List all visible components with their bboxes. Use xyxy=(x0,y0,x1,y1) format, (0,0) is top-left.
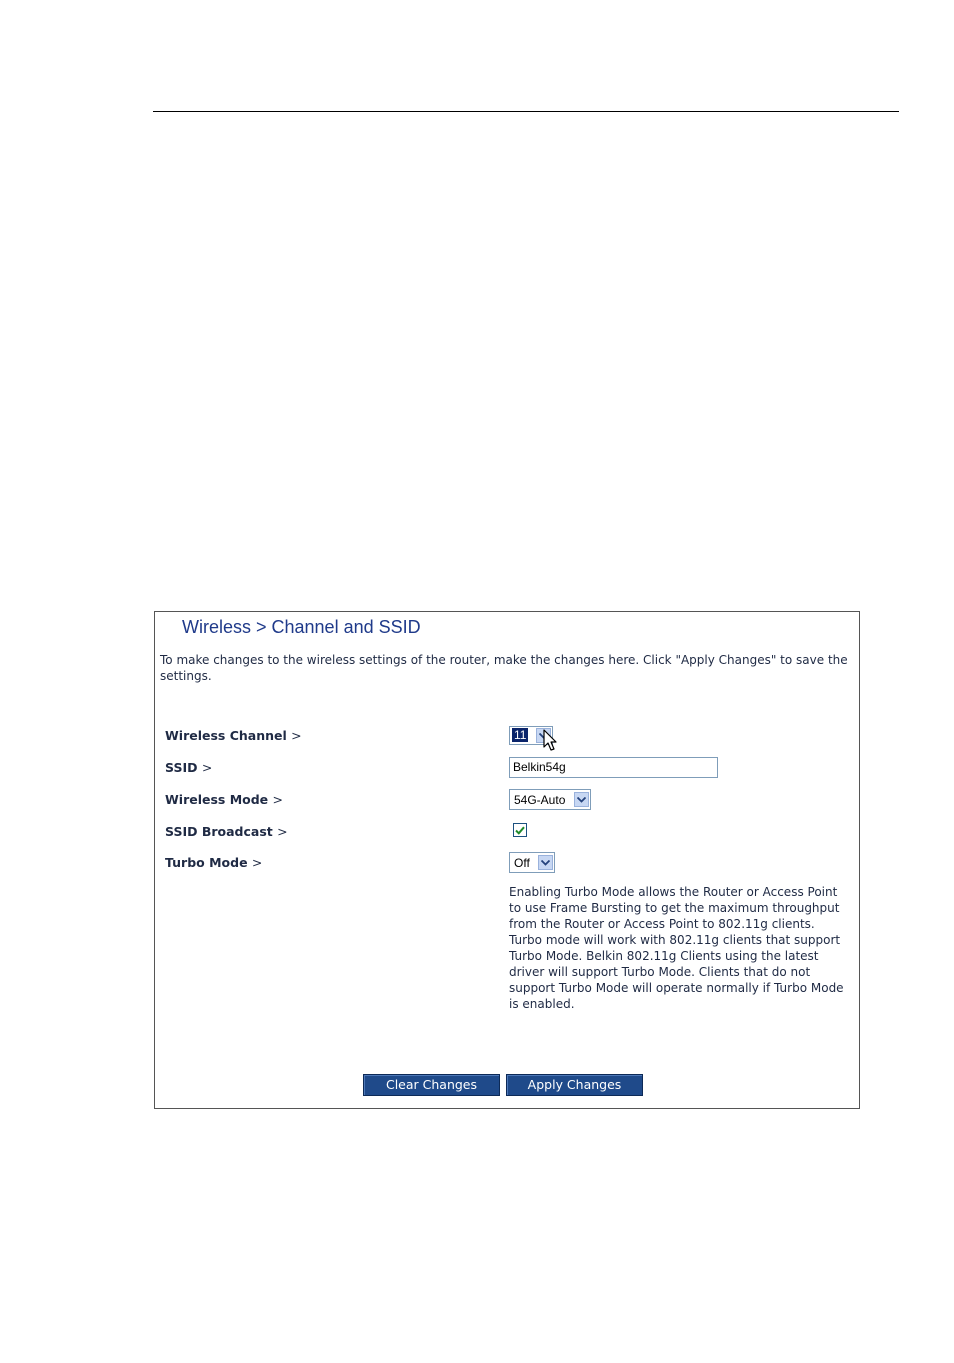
chevron-down-icon[interactable] xyxy=(574,792,589,807)
intro-text: To make changes to the wireless settings of the router, make the changes here. Click "Apply Changes" to save the settings. xyxy=(160,653,848,683)
wireless-mode-select[interactable] xyxy=(509,789,591,810)
ssid-broadcast-label xyxy=(165,824,288,839)
separator: > xyxy=(291,728,302,743)
ssid-label xyxy=(165,760,212,775)
separator: > xyxy=(272,792,284,807)
page-title: Wireless > Channel and SSID xyxy=(182,617,421,637)
checkmark-icon xyxy=(515,826,525,835)
ssid-label-text: SSID xyxy=(165,760,198,775)
wireless-mode-label xyxy=(165,792,283,807)
wireless-channel-value: 11 xyxy=(514,728,527,742)
wireless-channel-label-text: Wireless Channel xyxy=(165,728,287,743)
header-rule xyxy=(153,111,899,112)
ssid-broadcast-label-text: SSID Broadcast xyxy=(165,824,273,839)
wireless-channel-label xyxy=(165,728,302,743)
turbo-mode-help-text: Enabling Turbo Mode allows the Router or Access Point to use Frame Bursting to get the maximum throughput from the Router or Access Point to 802.11g clients. Turbo mode will work with 802.11g clients that support Turbo Mode. Belkin 802.11g Clients using the latest driver will support Turbo Mode. Clients that do not support Turbo Mode will operate normally if Turbo Mode is enabled. xyxy=(509,885,844,1011)
mouse-pointer-icon xyxy=(543,729,559,753)
turbo-mode-select[interactable] xyxy=(509,852,555,873)
turbo-mode-label xyxy=(165,855,262,870)
ssid-input[interactable]: Belkin54g xyxy=(509,757,718,778)
separator: > xyxy=(251,855,263,870)
turbo-mode-label-text: Turbo Mode xyxy=(165,855,248,870)
ssid-broadcast-checkbox[interactable] xyxy=(513,823,527,837)
chevron-down-icon[interactable] xyxy=(538,855,553,870)
clear-changes-button[interactable]: Clear Changes xyxy=(363,1074,500,1096)
wireless-settings-panel xyxy=(154,611,860,1109)
separator: > xyxy=(201,760,213,775)
apply-changes-button[interactable]: Apply Changes xyxy=(506,1074,643,1096)
turbo-mode-value: Off xyxy=(514,856,530,870)
separator: > xyxy=(277,824,288,839)
wireless-mode-value: 54G-Auto xyxy=(514,793,566,807)
wireless-mode-label-text: Wireless Mode xyxy=(165,792,269,807)
